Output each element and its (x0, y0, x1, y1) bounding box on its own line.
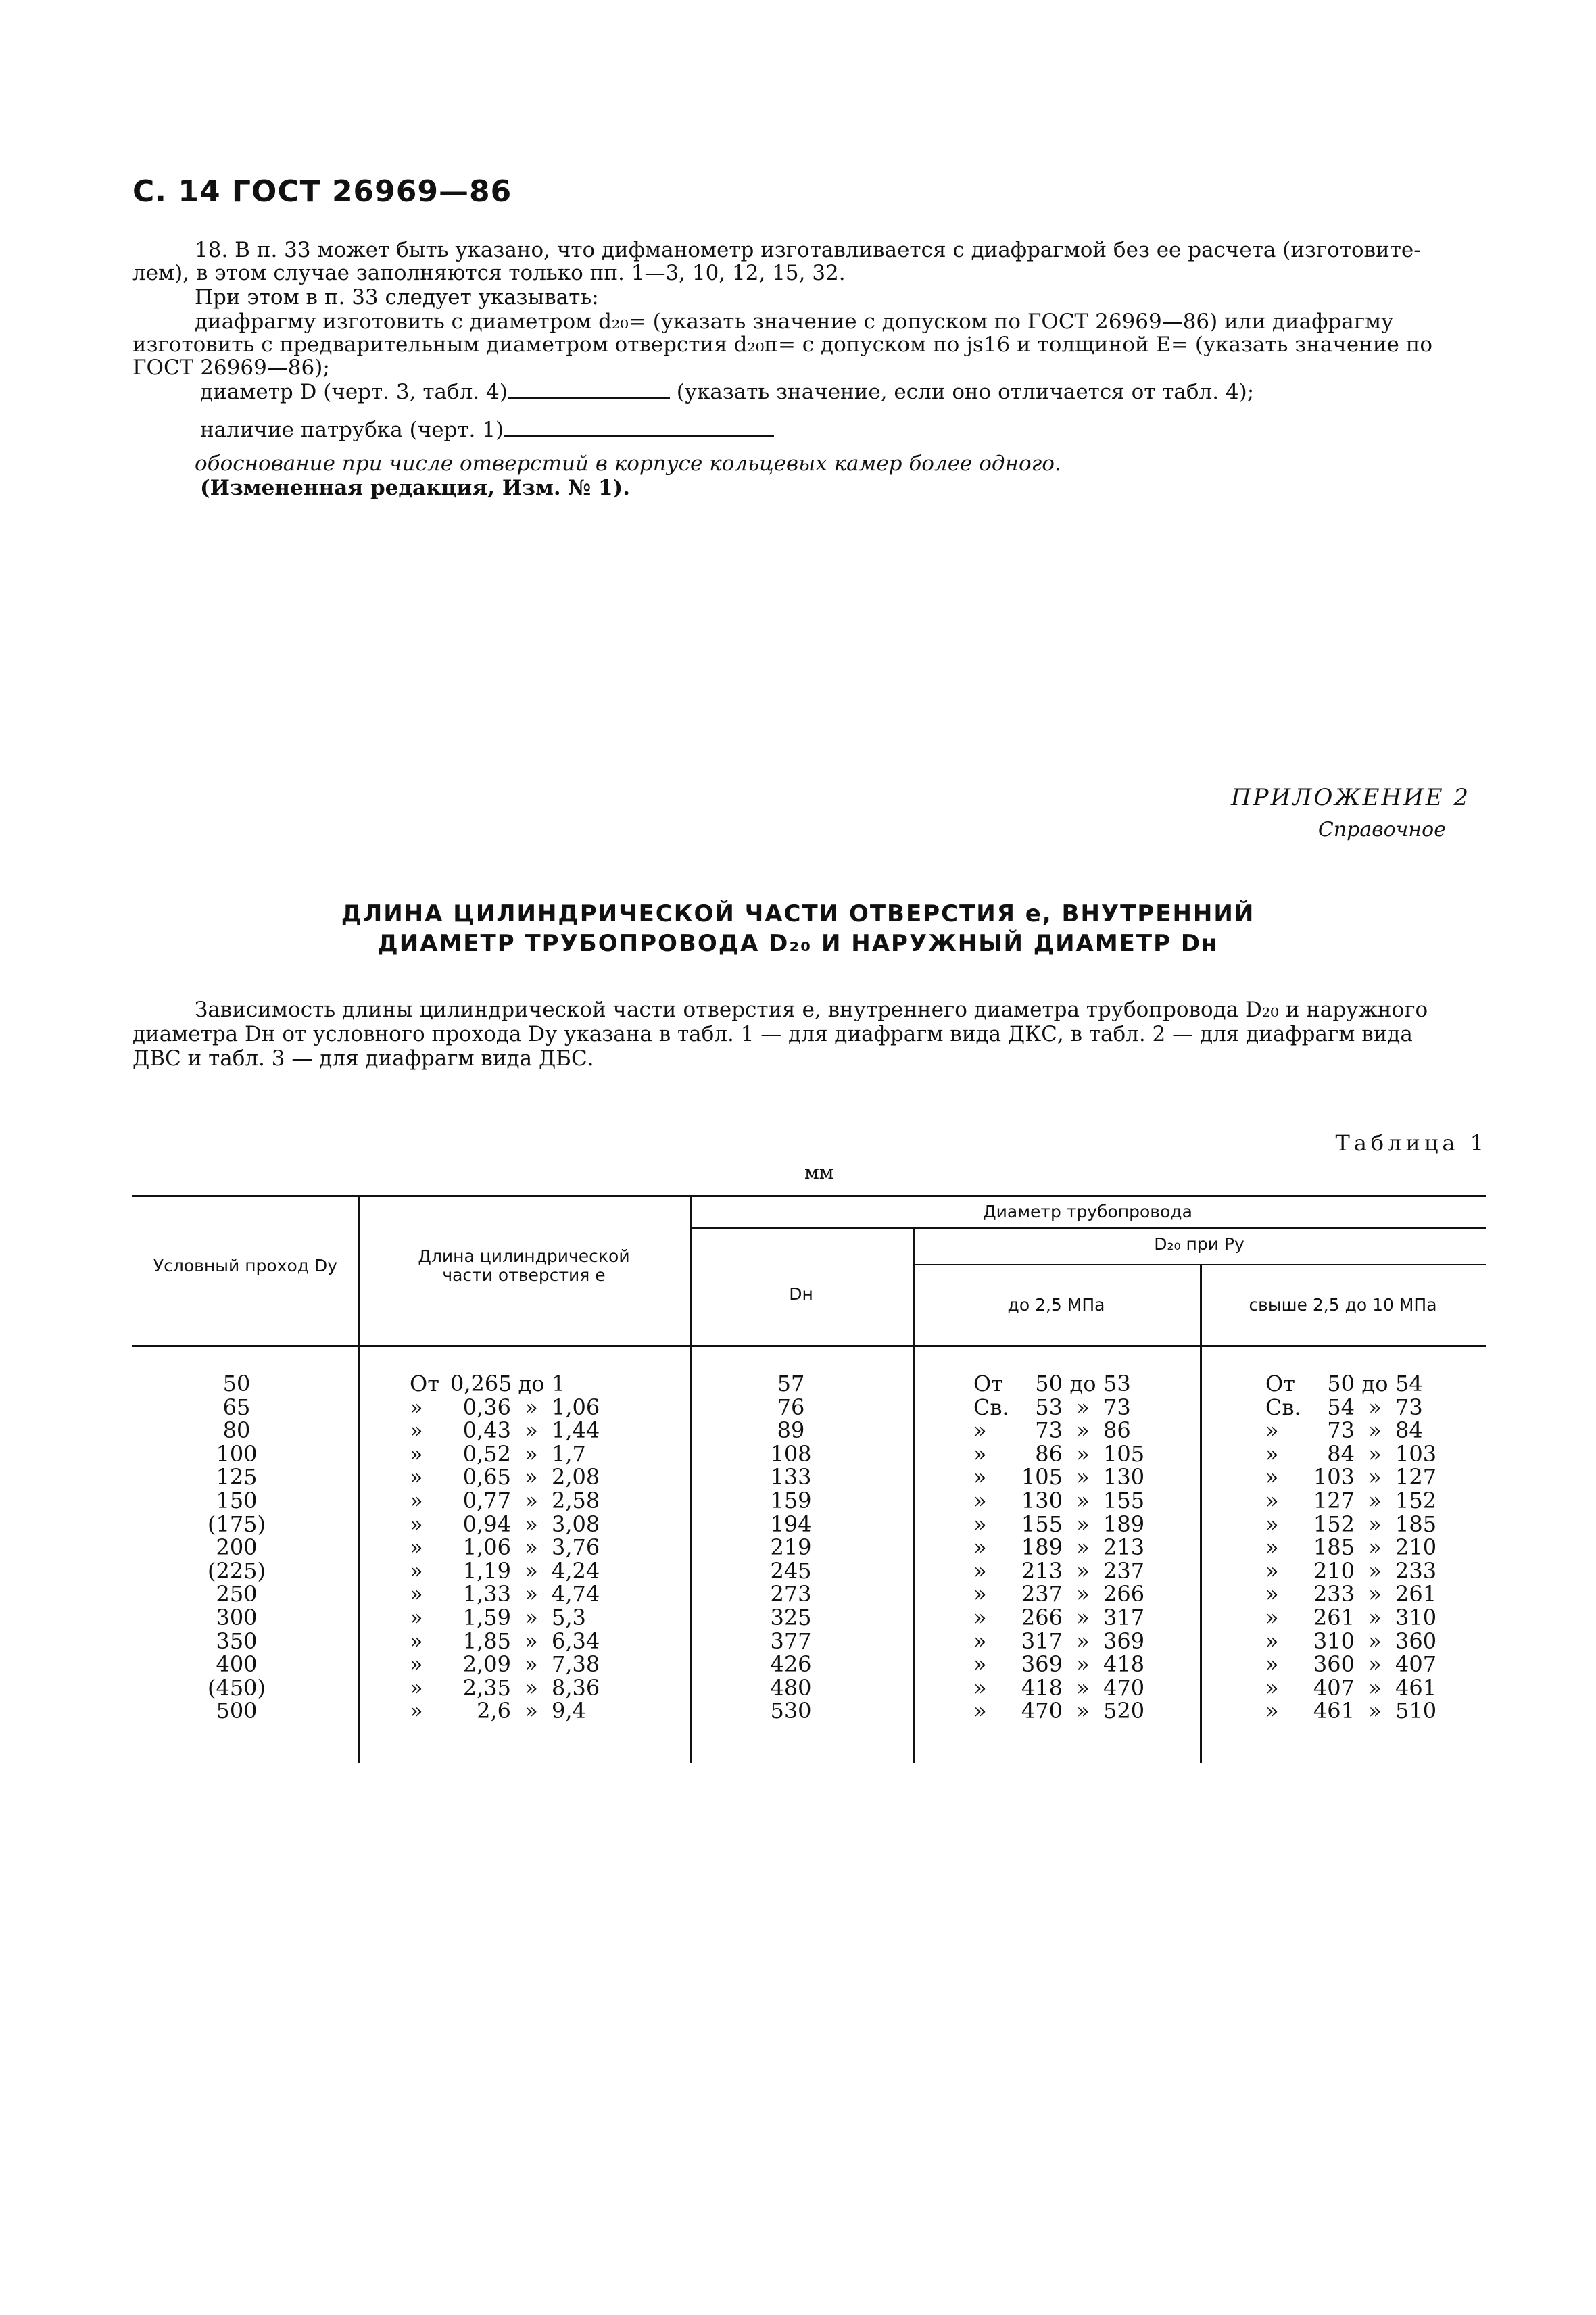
e-cell-part: » (525, 1511, 538, 1537)
d20-low-cell-part: Св. (973, 1394, 1009, 1420)
d20-low-cell (973, 1489, 1176, 1513)
d20-low-cell-part: 369 (1103, 1628, 1145, 1654)
d20-high-cell-part: 407 (1313, 1674, 1355, 1701)
d20-high-cell (1265, 1396, 1468, 1419)
appendix-label: ПРИЛОЖЕНИЕ 2 (1230, 784, 1470, 811)
dy-cell: 500 (216, 1698, 258, 1724)
e-cell-part: 7,38 (552, 1651, 600, 1678)
d20-low-cell (973, 1465, 1176, 1489)
e-cell (410, 1442, 633, 1466)
e-cell-part: 1,06 (462, 1534, 511, 1561)
diameter-label: диаметр D (черт. 3, табл. 4) (200, 380, 508, 404)
d20-low-cell-part: » (1076, 1604, 1090, 1630)
d20-low-cell-part: 317 (1021, 1628, 1063, 1654)
d20-high-cell-part: » (1265, 1417, 1279, 1444)
e-cell-part: » (410, 1604, 423, 1630)
e-cell-part: » (525, 1440, 538, 1467)
d20-high-cell (1265, 1630, 1468, 1653)
d20-high-cell-part: » (1265, 1674, 1279, 1701)
d20-low-cell-part: » (1076, 1651, 1090, 1678)
e-cell-part: » (410, 1557, 423, 1584)
d20-low-cell-part: 369 (1021, 1651, 1063, 1678)
col-divider-2 (690, 1195, 692, 1763)
intro-line-3: ДВС и табл. 3 — для диафрагм вида ДБС. (132, 1046, 594, 1071)
d20-low-cell (973, 1582, 1176, 1606)
e-cell-part: » (410, 1511, 423, 1537)
d20-high-cell (1265, 1676, 1468, 1700)
d20-high-cell-part: 185 (1313, 1534, 1355, 1561)
e-cell-part: » (525, 1394, 538, 1420)
d20-low-cell (973, 1513, 1176, 1536)
d20-high-cell-part: » (1368, 1440, 1382, 1467)
para-18-line-8 (200, 418, 774, 442)
d20-low-cell-part: » (973, 1417, 987, 1444)
d20-low-cell-part: 470 (1021, 1698, 1063, 1724)
d20-high-cell-part: » (1368, 1487, 1382, 1513)
d20-high-cell-part: 360 (1313, 1651, 1355, 1678)
e-cell (410, 1630, 633, 1653)
dn-cell: 530 (770, 1698, 812, 1724)
pipe-header-rule (690, 1227, 1486, 1229)
dy-cell: 250 (216, 1581, 258, 1607)
d20-low-cell (973, 1699, 1176, 1723)
dy-cell: 400 (216, 1651, 258, 1678)
e-cell-part: 4,74 (552, 1581, 600, 1607)
dn-cell: 325 (770, 1604, 812, 1630)
d20-low-cell-part: » (1076, 1440, 1090, 1467)
d20-high-cell-part: » (1368, 1628, 1382, 1654)
d20-high-cell (1265, 1559, 1468, 1583)
d20-high-cell-part: » (1265, 1440, 1279, 1467)
d20-high-cell-part: » (1368, 1464, 1382, 1490)
d20-high-cell-part: » (1265, 1698, 1279, 1724)
dn-cell: 480 (770, 1674, 812, 1701)
d20-low-cell (973, 1653, 1176, 1676)
dy-cell: 150 (216, 1487, 258, 1513)
d20-high-cell-part: 73 (1395, 1394, 1423, 1420)
e-cell-part: » (525, 1651, 538, 1678)
para-18-line-3: При этом в п. 33 следует указывать: (195, 285, 599, 310)
e-cell-part: 0,265 (450, 1371, 512, 1396)
e-cell-part: 4,24 (552, 1557, 600, 1584)
header-dy: Условный проход Dу (153, 1256, 338, 1275)
e-cell-part: 0,36 (462, 1394, 511, 1420)
e-cell-part: » (525, 1534, 538, 1561)
d20-high-cell-part: » (1265, 1534, 1279, 1561)
e-cell-part: » (410, 1394, 423, 1420)
e-cell (410, 1465, 633, 1489)
e-cell-part: 0,43 (462, 1417, 511, 1444)
diameter-blank-line (508, 383, 670, 399)
d20-low-cell-part: » (1076, 1487, 1090, 1513)
nozzle-label: наличие патрубка (черт. 1) (200, 418, 504, 442)
d20-high-cell-part: 84 (1327, 1440, 1355, 1467)
para-18-line-6: ГОСТ 26969—86); (132, 356, 330, 380)
d20-high-cell-part: » (1265, 1557, 1279, 1584)
column-d20-high (1265, 1372, 1468, 1723)
d20-low-cell-part: » (973, 1511, 987, 1537)
para-18-line-9: обоснование при числе отверстий в корпусе кольцевых камер более одного. (195, 452, 1061, 476)
e-cell-part: » (410, 1440, 423, 1467)
d20-low-cell-part: » (1076, 1698, 1090, 1724)
dn-cell: 108 (770, 1440, 812, 1467)
e-cell-part: 6,34 (552, 1628, 600, 1654)
e-cell-part: » (525, 1674, 538, 1701)
d20-low-cell-part: » (1076, 1534, 1090, 1561)
title-line-1: ДЛИНА ЦИЛИНДРИЧЕСКОЙ ЧАСТИ ОТВЕРСТИЯ e, ВНУТРЕННИЙ (341, 900, 1255, 927)
column-d20-low (973, 1372, 1176, 1723)
para-18-line-5: изготовить с предварительным диаметром отверстия d₂₀п= с допуском по js16 и толщиной E= (указать значение по (132, 333, 1433, 357)
d20-high-cell-part: 233 (1313, 1581, 1355, 1607)
d20-low-cell-part: 213 (1103, 1534, 1145, 1561)
d20-low-cell-part: » (1076, 1417, 1090, 1444)
d20-low-cell-part: 237 (1103, 1557, 1145, 1584)
d20-high-cell (1265, 1699, 1468, 1723)
d20-low-cell-part: 86 (1035, 1440, 1063, 1467)
table-top-rule (132, 1195, 1486, 1197)
d20-high-cell-part: 461 (1313, 1698, 1355, 1724)
d20-high-cell-part: 152 (1313, 1511, 1355, 1537)
d20-high-cell-part: » (1265, 1511, 1279, 1537)
e-cell-part: 1,06 (552, 1394, 600, 1420)
header-e-line-1: Длина цилиндрической (418, 1246, 630, 1266)
e-cell-part: » (525, 1557, 538, 1584)
d20-low-cell (973, 1442, 1176, 1466)
d20-low-cell-part: 189 (1021, 1534, 1063, 1561)
e-cell-part: 9,4 (552, 1698, 586, 1724)
d20-high-cell (1265, 1653, 1468, 1676)
e-cell-part: 0,94 (462, 1511, 511, 1537)
dy-cell: (450) (207, 1674, 266, 1701)
d20-low-cell-part: 53 (1035, 1394, 1063, 1420)
dn-cell: 426 (770, 1651, 812, 1678)
e-cell (410, 1699, 633, 1723)
e-cell-part: 1,85 (462, 1628, 511, 1654)
dy-cell: 200 (216, 1534, 258, 1561)
e-cell-part: » (525, 1628, 538, 1654)
column-dn (757, 1372, 825, 1723)
d20-high-cell-part: 261 (1313, 1604, 1355, 1630)
d20-low-cell-part: 266 (1021, 1604, 1063, 1630)
d20-high-cell-part: 210 (1395, 1534, 1437, 1561)
d20-low-cell (973, 1676, 1176, 1700)
d20-low-cell-part: » (973, 1581, 987, 1607)
d20-low-cell-part: 418 (1103, 1651, 1145, 1678)
e-cell-part: » (410, 1628, 423, 1654)
e-cell-part: 2,08 (552, 1464, 600, 1490)
dy-cell: (225) (207, 1557, 266, 1584)
d20-low-cell-part: » (973, 1557, 987, 1584)
e-cell-part: 3,08 (552, 1511, 600, 1537)
dy-cell: 125 (216, 1464, 258, 1490)
e-cell-part: 2,35 (462, 1674, 511, 1701)
dy-cell: 350 (216, 1628, 258, 1654)
header-e-line-2: части отверстия e (442, 1265, 606, 1285)
d20-high-cell-part: » (1368, 1581, 1382, 1607)
dy-cell: 100 (216, 1440, 258, 1467)
d20-low-cell-part: » (973, 1698, 987, 1724)
dn-cell: 273 (770, 1581, 812, 1607)
d20-low-cell-part: » (1076, 1581, 1090, 1607)
d20-low-cell-part: 155 (1021, 1511, 1063, 1537)
dn-cell: 89 (777, 1417, 805, 1444)
appendix-sub: Справочное (1317, 818, 1446, 842)
e-cell-part: до (518, 1371, 545, 1396)
e-cell-part: » (410, 1417, 423, 1444)
d20-low-cell (973, 1606, 1176, 1630)
d20-low-cell-part: 213 (1021, 1557, 1063, 1584)
e-cell (410, 1372, 633, 1396)
d20-low-cell-part: 105 (1021, 1464, 1063, 1490)
d20-low-cell-part: » (973, 1674, 987, 1701)
d20-high-cell (1265, 1419, 1468, 1442)
e-cell-part: 8,36 (552, 1674, 600, 1701)
d20-low-cell-part: » (1076, 1557, 1090, 1584)
e-cell-part: 3,76 (552, 1534, 600, 1561)
d20-high-cell-part: 73 (1327, 1417, 1355, 1444)
dn-cell: 76 (777, 1394, 805, 1420)
e-cell-part: » (410, 1534, 423, 1561)
e-cell-part: 2,58 (552, 1487, 600, 1513)
d20-low-cell-part: » (1076, 1464, 1090, 1490)
d20-high-cell (1265, 1513, 1468, 1536)
d20-low-cell-part: 520 (1103, 1698, 1145, 1724)
d20-high-cell (1265, 1489, 1468, 1513)
header-dn: Dн (789, 1284, 813, 1304)
header-d20: D₂₀ при Pу (1154, 1234, 1244, 1254)
header-pipe: Диаметр трубопровода (983, 1202, 1192, 1221)
para-18-line-4: диафрагму изготовить с диаметром d₂₀= (указать значение с допуском по ГОСТ 26969—86) или диафрагму (195, 310, 1394, 334)
e-cell-part: » (525, 1604, 538, 1630)
d20-low-cell-part: » (973, 1651, 987, 1678)
d20-high-cell-part: 152 (1395, 1487, 1437, 1513)
intro-line-1: Зависимость длины цилиндрической части отверстия e, внутреннего диаметра трубопровода D₂₀ и наружного (195, 998, 1428, 1022)
e-cell (410, 1653, 633, 1676)
title-line-2: ДИАМЕТР ТРУБОПРОВОДА D₂₀ И НАРУЖНЫЙ ДИАМЕТР Dн (377, 930, 1219, 957)
d20-high-cell (1265, 1536, 1468, 1559)
d20-low-cell-part: 470 (1103, 1674, 1145, 1701)
d20-low-cell-part: до (1069, 1371, 1096, 1396)
d20-high-cell-part: 210 (1313, 1557, 1355, 1584)
e-cell-part: » (410, 1651, 423, 1678)
para-18-line-7 (200, 380, 1254, 404)
d20-high-cell (1265, 1582, 1468, 1606)
d20-high-cell-part: 127 (1395, 1464, 1437, 1490)
nozzle-blank-line (504, 420, 774, 437)
d20-high-cell-part: 50 (1327, 1371, 1355, 1396)
d20-low-cell-part: 105 (1103, 1440, 1145, 1467)
para-18-line-2: лем), в этом случае заполняются только пп. 1—3, 10, 12, 15, 32. (132, 261, 846, 285)
d20-low-cell-part: » (973, 1628, 987, 1654)
d20-high-cell-part: От (1265, 1371, 1295, 1396)
d20-low-cell (973, 1419, 1176, 1442)
d20-high-cell (1265, 1465, 1468, 1489)
d20-high-cell-part: 103 (1313, 1464, 1355, 1490)
dy-cell: (175) (207, 1511, 266, 1537)
d20-low-cell-part: От (973, 1371, 1003, 1396)
d20-low-cell-part: 73 (1035, 1417, 1063, 1444)
d20-high-cell-part: » (1265, 1464, 1279, 1490)
d20-high-cell-part: 233 (1395, 1557, 1437, 1584)
d20-high-cell-part: 407 (1395, 1651, 1437, 1678)
e-cell-part: » (410, 1581, 423, 1607)
d20-low-cell-part: 86 (1103, 1417, 1131, 1444)
d20-low-cell-part: » (1076, 1511, 1090, 1537)
e-cell-part: 2,09 (462, 1651, 511, 1678)
d20-high-cell-part: 261 (1395, 1581, 1437, 1607)
e-cell-part: 0,77 (462, 1487, 511, 1513)
d20-high-cell-part: 461 (1395, 1674, 1437, 1701)
dn-cell: 133 (770, 1464, 812, 1490)
e-cell-part: 1,19 (462, 1557, 511, 1584)
d20-high-cell-part: 54 (1327, 1394, 1355, 1420)
d20-low-cell-part: 266 (1103, 1581, 1145, 1607)
para-18-line-1: 18. В п. 33 может быть указано, что дифманометр изготавливается с диафрагмой без ее расчета (изготовите- (195, 238, 1421, 262)
d20-low-cell-part: » (1076, 1628, 1090, 1654)
d20-low-cell-part: » (973, 1440, 987, 1467)
d20-high-cell-part: » (1265, 1628, 1279, 1654)
d20-high-cell-part: 127 (1313, 1487, 1355, 1513)
d20-high-cell-part: » (1368, 1511, 1382, 1537)
intro-line-2: диаметра Dн от условного прохода Dу указана в табл. 1 — для диафрагм вида ДКС, в табл. 2 — для диафрагм вида (132, 1022, 1413, 1046)
column-e (410, 1372, 633, 1723)
d20-high-cell-part: » (1265, 1487, 1279, 1513)
amendment-note: (Измененная редакция, Изм. № 1). (200, 476, 630, 500)
e-cell-part: 0,52 (462, 1440, 511, 1467)
d20-high-cell-part: до (1361, 1371, 1388, 1396)
e-cell-part: 0,65 (462, 1464, 511, 1490)
e-cell-part: 1 (552, 1371, 566, 1396)
e-cell-part: 5,3 (552, 1604, 586, 1630)
e-cell-part: » (410, 1698, 423, 1724)
d20-low-cell (973, 1630, 1176, 1653)
d20-low-cell-part: 130 (1021, 1487, 1063, 1513)
d20-high-cell-part: » (1265, 1581, 1279, 1607)
e-cell-part: » (410, 1464, 423, 1490)
d20-high-cell (1265, 1442, 1468, 1466)
d20-header-rule (913, 1264, 1486, 1265)
dy-cell: 80 (222, 1417, 251, 1444)
e-cell (410, 1606, 633, 1630)
dn-cell: 219 (770, 1534, 812, 1561)
d20-high-cell-part: » (1368, 1698, 1382, 1724)
header-high-pressure: свыше 2,5 до 10 МПа (1249, 1295, 1437, 1315)
d20-low-cell (973, 1372, 1176, 1396)
e-cell-part: » (525, 1464, 538, 1490)
page-header: С. 14 ГОСТ 26969—86 (132, 174, 512, 209)
d20-low-cell-part: 73 (1103, 1394, 1131, 1420)
e-cell (410, 1419, 633, 1442)
header-low-pressure: до 2,5 МПа (1007, 1295, 1105, 1315)
dn-cell: 57 (777, 1371, 805, 1396)
d20-low-cell-part: 317 (1103, 1604, 1145, 1630)
col-divider-4 (1200, 1264, 1202, 1763)
e-cell (410, 1536, 633, 1559)
d20-low-cell-part: » (973, 1604, 987, 1630)
diameter-note: (указать значение, если оно отличается от табл. 4); (676, 380, 1255, 404)
e-cell-part: » (410, 1674, 423, 1701)
d20-low-cell (973, 1536, 1176, 1559)
d20-high-cell-part: » (1368, 1651, 1382, 1678)
d20-low-cell (973, 1396, 1176, 1419)
e-cell-part: » (525, 1698, 538, 1724)
e-cell-part: » (525, 1487, 538, 1513)
d20-high-cell-part: 103 (1395, 1440, 1437, 1467)
e-cell-part: » (525, 1417, 538, 1444)
dn-cell: 245 (770, 1557, 812, 1584)
e-cell-part: 1,59 (462, 1604, 511, 1630)
e-cell (410, 1559, 633, 1583)
d20-high-cell (1265, 1372, 1468, 1396)
d20-high-cell-part: » (1265, 1604, 1279, 1630)
d20-high-cell-part: Св. (1265, 1394, 1301, 1420)
d20-low-cell-part: » (1076, 1674, 1090, 1701)
d20-low-cell-part: » (1076, 1394, 1090, 1420)
d20-low-cell-part: 155 (1103, 1487, 1145, 1513)
table-caption: Таблица 1 (1335, 1130, 1488, 1156)
d20-low-cell-part: » (973, 1464, 987, 1490)
d20-high-cell-part: 360 (1395, 1628, 1437, 1654)
d20-high-cell-part: 310 (1395, 1604, 1437, 1630)
d20-high-cell-part: » (1368, 1604, 1382, 1630)
e-cell-part: 2,6 (477, 1698, 511, 1724)
d20-high-cell-part: » (1368, 1394, 1382, 1420)
dy-cell: 65 (222, 1394, 251, 1420)
d20-low-cell-part: 50 (1035, 1371, 1063, 1396)
d20-low-cell-part: » (973, 1534, 987, 1561)
d20-high-cell-part: » (1368, 1417, 1382, 1444)
d20-high-cell-part: » (1368, 1674, 1382, 1701)
e-cell (410, 1513, 633, 1536)
d20-high-cell-part: 84 (1395, 1417, 1423, 1444)
d20-high-cell-part: 54 (1395, 1371, 1423, 1396)
d20-low-cell-part: 189 (1103, 1511, 1145, 1537)
d20-high-cell-part: 185 (1395, 1511, 1437, 1537)
d20-high-cell-part: » (1368, 1534, 1382, 1561)
dn-cell: 159 (770, 1487, 812, 1513)
d20-high-cell-part: 310 (1313, 1628, 1355, 1654)
d20-high-cell-part: » (1265, 1651, 1279, 1678)
e-cell-part: 1,7 (552, 1440, 586, 1467)
column-dy (203, 1372, 270, 1723)
e-cell (410, 1582, 633, 1606)
d20-high-cell-part: » (1368, 1557, 1382, 1584)
header-bottom-rule (132, 1345, 1486, 1347)
dy-cell: 50 (222, 1371, 251, 1396)
d20-high-cell (1265, 1606, 1468, 1630)
table-unit: мм (804, 1161, 834, 1184)
e-cell-part: От (410, 1371, 439, 1396)
e-cell-part: 1,44 (552, 1417, 600, 1444)
d20-low-cell-part: » (973, 1487, 987, 1513)
d20-low-cell-part: 237 (1021, 1581, 1063, 1607)
e-cell-part: » (410, 1487, 423, 1513)
d20-low-cell-part: 53 (1103, 1371, 1131, 1396)
e-cell-part: » (525, 1581, 538, 1607)
d20-high-cell-part: 510 (1395, 1698, 1437, 1724)
dy-cell: 300 (216, 1604, 258, 1630)
e-cell (410, 1676, 633, 1700)
d20-low-cell-part: 418 (1021, 1674, 1063, 1701)
e-cell-part: 1,33 (462, 1581, 511, 1607)
d20-low-cell (973, 1559, 1176, 1583)
dn-cell: 194 (770, 1511, 812, 1537)
d20-low-cell-part: 130 (1103, 1464, 1145, 1490)
dn-cell: 377 (770, 1628, 812, 1654)
e-cell (410, 1489, 633, 1513)
e-cell (410, 1396, 633, 1419)
